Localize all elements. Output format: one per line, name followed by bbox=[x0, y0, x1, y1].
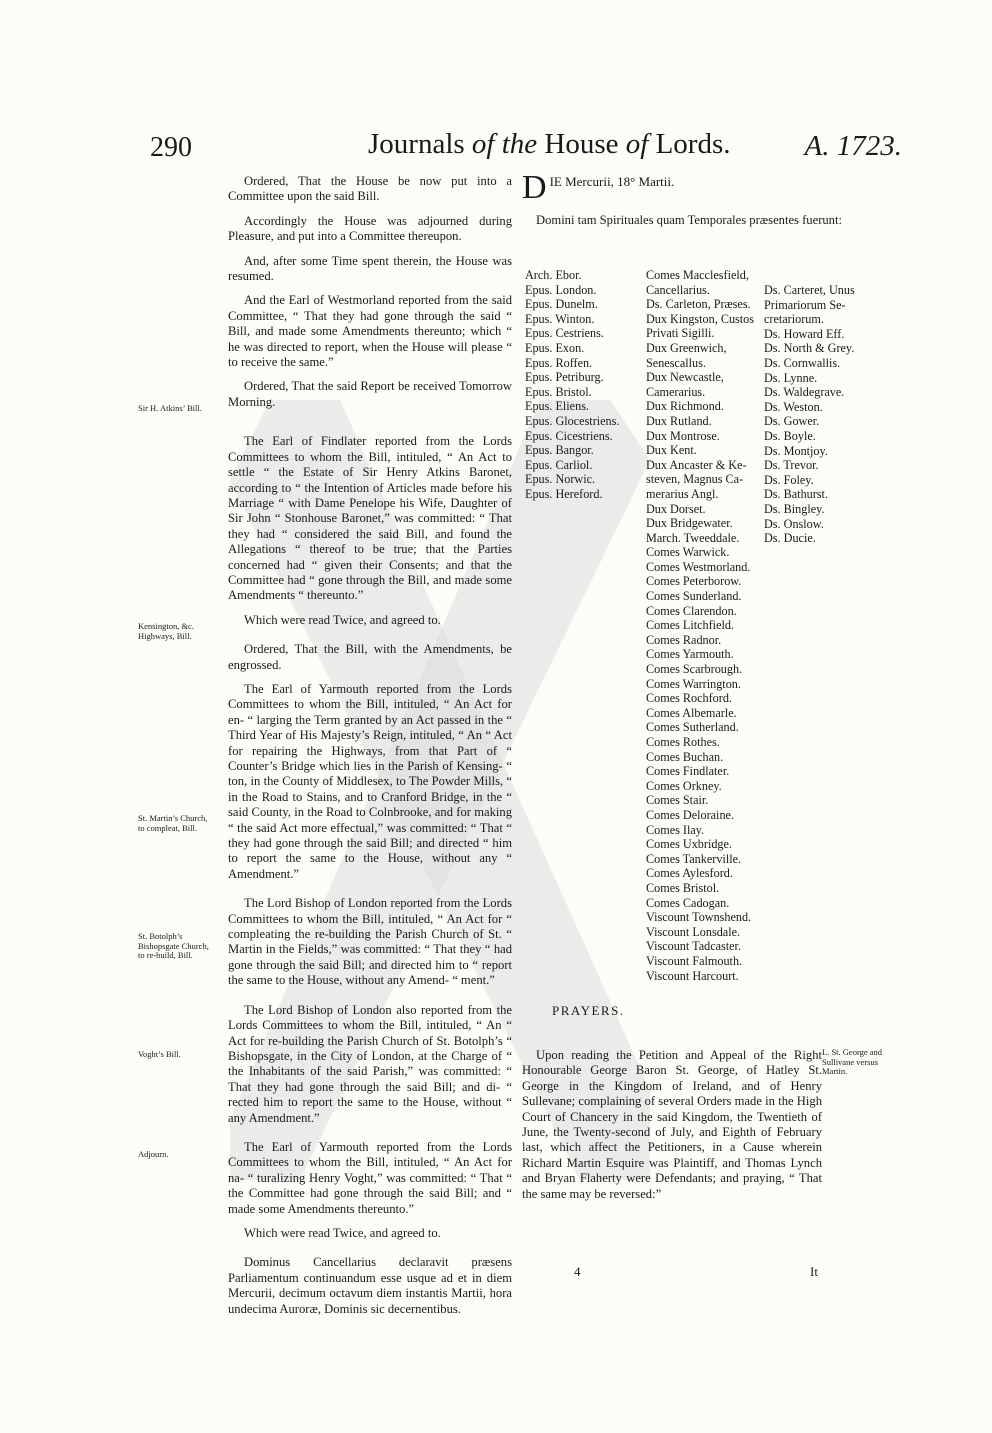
name-entry: Epus. Glocestriens. bbox=[525, 413, 620, 428]
name-entry: steven, Magnus Ca- bbox=[646, 472, 744, 487]
name-entry: Ds. Foley. bbox=[764, 472, 814, 487]
name-entry: Comes Warwick. bbox=[646, 545, 730, 560]
name-entry: Comes Sunderland. bbox=[646, 589, 742, 604]
name-entry: Comes Aylesford. bbox=[646, 866, 733, 881]
name-entry: Ds. Carleton, Præses. bbox=[646, 297, 751, 312]
title-word: Journals bbox=[368, 128, 465, 160]
title-word: House bbox=[544, 128, 619, 160]
paragraph: Accordingly the House was adjourned during Pleasure, and put into a Committee thereupon. bbox=[228, 213, 512, 244]
name-entry: Ds. Carteret, Unus bbox=[764, 283, 855, 297]
paragraph: And, after some Time spent therein, the House was resumed. bbox=[228, 253, 512, 284]
name-entry: Ds. North & Grey. bbox=[764, 341, 855, 356]
name-entry: Dux Kent. bbox=[646, 443, 697, 458]
sitting-date bbox=[522, 169, 902, 206]
name-entry: Ds. Montjoy. bbox=[764, 443, 828, 458]
name-entry: Viscount Townshend. bbox=[646, 910, 752, 925]
name-entry: Comes Stair. bbox=[646, 793, 709, 808]
name-entry: Ds. Weston. bbox=[764, 399, 823, 414]
name-entry: cretariorum. bbox=[764, 312, 824, 327]
right-column bbox=[522, 169, 902, 229]
name-entry: Dux Montrose. bbox=[646, 428, 720, 443]
name-entry: Comes Sutherland. bbox=[646, 720, 739, 735]
name-entry: Ds. Howard Eff. bbox=[764, 326, 845, 341]
name-entry: Comes Westmorland. bbox=[646, 559, 751, 574]
title-word: the bbox=[501, 128, 538, 160]
name-entry: Dux Rutland. bbox=[646, 413, 712, 428]
name-entry: Ds. Cornwallis. bbox=[764, 355, 841, 370]
name-entry: Dux Kingston, Custos bbox=[646, 311, 755, 326]
name-entry: Ds. Bathurst. bbox=[764, 487, 828, 502]
name-entry: Comes Clarendon. bbox=[646, 603, 737, 618]
name-entry: Dux Newcastle, bbox=[646, 370, 724, 385]
name-entry: Epus. Winton. bbox=[525, 311, 595, 326]
name-entry: Comes Tankerville. bbox=[646, 851, 742, 866]
name-entry: Comes Peterborow. bbox=[646, 574, 742, 589]
paragraph: And the Earl of Westmorland reported from the said Committee, “ That they had gone through the said “ Bill, and made some Amendments thereunto; which “ he was directed to report, when the House will please “ to receive the same.” bbox=[228, 293, 512, 370]
name-entry: Comes Rothes. bbox=[646, 735, 720, 749]
name-entry: Ds. Onslow. bbox=[764, 516, 824, 531]
name-entry: Comes Ilay. bbox=[646, 822, 705, 837]
name-entry: Ds. Boyle. bbox=[764, 428, 816, 443]
name-entry: Epus. Cestriens. bbox=[525, 326, 604, 341]
name-entry: Epus. Roffen. bbox=[525, 355, 593, 370]
name-entry: Camerarius. bbox=[646, 384, 706, 399]
attendance-heading: Domini tam Spirituales quam Temporales præsentes fuerunt: bbox=[536, 213, 842, 228]
name-entry: Epus. Hereford. bbox=[525, 486, 603, 501]
margin-note: Voght’s Bill. bbox=[138, 1049, 181, 1059]
year-label: A. 1723. bbox=[804, 130, 902, 162]
peers-list bbox=[646, 268, 754, 983]
paragraph: Ordered, That the Bill, with the Amendments, be engrossed. bbox=[228, 642, 512, 672]
name-entry: Epus. London. bbox=[525, 282, 597, 297]
margin-note: Adjourn. bbox=[138, 1149, 169, 1159]
name-entry: merarius Angl. bbox=[646, 486, 719, 501]
name-entry: Comes Macclesfield, bbox=[646, 268, 749, 282]
page-number: 290 bbox=[150, 132, 192, 163]
name-entry: Viscount Falmouth. bbox=[646, 953, 743, 968]
name-entry: Privati Sigilli. bbox=[646, 326, 715, 341]
paragraph: Which were read Twice, and agreed to. bbox=[244, 612, 441, 627]
paragraph: The Lord Bishop of London also reported from the Lords Committees to whom the Bill, intituled, “ An “ Act for re-building the Parish Church of St. Botolph’s “ Bishopsgate, in the City of London, at the Charge of “ the Inhabitants of the said Parish,” was committed: “ That they had gone through the said Bill; and di- “ rected him to report the same to the House, without “ any Amendment.” bbox=[228, 1002, 512, 1125]
name-entry: Comes Buchan. bbox=[646, 749, 724, 764]
margin-note: St. Botolph’s Bishopsgate Church, to re-build, Bill. bbox=[138, 931, 209, 961]
barons-list bbox=[764, 283, 855, 546]
running-title bbox=[368, 128, 731, 161]
name-entry: Ds. Gower. bbox=[764, 414, 820, 429]
name-entry: Comes Albemarle. bbox=[646, 705, 737, 720]
name-entry: Comes Findlater. bbox=[646, 764, 730, 779]
name-entry: Dux Dorset. bbox=[646, 501, 706, 516]
paragraph: Ordered, That the said Report be received Tomorrow Morning. bbox=[228, 379, 512, 409]
name-entry: Dux Greenwich, bbox=[646, 340, 727, 355]
name-entry: Ds. Lynne. bbox=[764, 370, 818, 385]
paragraph: The Earl of Findlater reported from the Lords Committees to whom the Bill, intituled, “ An Act to settle “ the Estate of Sir Henry Atkins Baronet, according to “ the Intention of Articles made before his Marriage “ with Dame Penelope his Wife, Daughter of Sir John “ Stonhouse Baronet,” was committed: “ That they had “ considered the said Bill, and found the Allegations “ thereof to be true; that the Parties concerned had “ given their Consents; and that the Committee had “ gone through the Bill, and made some Amendments “ thereunto.” bbox=[228, 434, 512, 603]
paragraph: The Earl of Yarmouth reported from the Lords Committees to whom the Bill, intituled, “ An Act for na- “ turalizing Henry Voght,” was committed: “ That “ the Committee had gone through the said Bill; and “ made some Amendments thereunto.” bbox=[228, 1139, 512, 1216]
name-entry: Comes Bristol. bbox=[646, 880, 720, 895]
name-entry: Viscount Lonsdale. bbox=[646, 924, 741, 939]
name-entry: Dux Bridgewater. bbox=[646, 516, 733, 531]
name-entry: Primariorum Se- bbox=[764, 297, 846, 312]
margin-note: Sir H. Atkins’ Bill. bbox=[138, 403, 202, 413]
paragraph: Ordered, That the House be now put into a Committee upon the said Bill. bbox=[228, 174, 512, 204]
name-entry: Comes Scarbrough. bbox=[646, 662, 743, 677]
title-word: of bbox=[625, 128, 649, 160]
drop-cap: D bbox=[522, 169, 547, 206]
bishops-list bbox=[525, 268, 619, 502]
margin-note: L. St. George and Sullivane versus Martin. bbox=[822, 1047, 883, 1077]
name-entry: Comes Uxbridge. bbox=[646, 837, 732, 852]
name-entry: Comes Cadogan. bbox=[646, 895, 730, 910]
name-entry: Epus. Cicestriens. bbox=[525, 428, 613, 443]
title-word: Lords. bbox=[655, 128, 731, 160]
signature-mark: 4 bbox=[574, 1264, 581, 1279]
name-entry: Epus. Exon. bbox=[525, 340, 585, 355]
name-entry: Viscount Tadcaster. bbox=[646, 939, 741, 954]
paragraph: The Earl of Yarmouth reported from the Lords Committees to whom the Bill, intituled, “ An Act for en- “ larging the Term granted by an Act passed in the “ Third Year of His Majesty’s Reign, intituled, “ An “ Act for repairing the Highways, from that Part of “ Counter’s Bridge which lies in the Parish of Kensing- “ ton, in the County of Middlesex, to The Powder Mills, “ in the Road to Stains, and to Cranford Bridge, in the “ said County, in the Road to Colnbrooke, and for making “ the said Act more effectual,” was committed: “ That “ they had gone through the said Bill; and directed “ him to report the same to the House, without any “ Amendment.” bbox=[228, 681, 512, 881]
left-column bbox=[228, 174, 512, 1326]
name-entry: Ds. Bingley. bbox=[764, 501, 825, 516]
name-entry: Epus. Bristol. bbox=[525, 384, 592, 399]
name-entry: Epus. Petriburg. bbox=[525, 370, 604, 385]
name-entry: Ds. Trevor. bbox=[764, 458, 819, 473]
name-entry: Dux Ancaster & Ke- bbox=[646, 457, 747, 472]
name-entry: March. Tweeddale. bbox=[646, 530, 740, 545]
date-text: IE Mercurii, 18° Martii. bbox=[549, 174, 675, 189]
name-entry: Comes Yarmouth. bbox=[646, 647, 734, 662]
page-header bbox=[150, 128, 902, 168]
prayers-heading: PRAYERS. bbox=[552, 1003, 625, 1018]
margin-note: St. Martin’s Church, to compleat, Bill. bbox=[138, 813, 208, 833]
name-entry: Ds. Waldegrave. bbox=[764, 385, 845, 400]
name-entry: Epus. Eliens. bbox=[525, 399, 589, 414]
name-entry: Arch. Ebor. bbox=[525, 268, 582, 282]
name-entry: Epus. Norwic. bbox=[525, 472, 596, 487]
name-entry: Comes Deloraine. bbox=[646, 807, 734, 822]
name-entry: Comes Rochford. bbox=[646, 691, 732, 706]
name-entry: Viscount Harcourt. bbox=[646, 968, 739, 983]
name-entry: Comes Litchfield. bbox=[646, 618, 735, 633]
title-word: of bbox=[471, 128, 495, 160]
name-entry: Epus. Dunelm. bbox=[525, 297, 598, 312]
name-entry: Epus. Bangor. bbox=[525, 443, 594, 458]
margin-note: Kensington, &c. Highways, Bill. bbox=[138, 621, 194, 641]
name-entry: Epus. Carliol. bbox=[525, 457, 593, 472]
prayer-paragraph: Upon reading the Petition and Appeal of the Right Honourable George Baron St. George, of Hatley St. George in the Kingdom of Ireland, and of Henry Sullevane; complaining of several Orders made in the High Court of Chancery in the said Kingdom, the Twentieth of June, the Twenty-second of July, and Eighth of February last, which affect the Petitioners, in a Cause wherein Richard Martin Esquire was Plaintiff, and Thomas Lynch and Bryan Flaherty were Defendants; and praying, “ That the same may be reversed:” bbox=[522, 1048, 822, 1201]
name-entry: Comes Warrington. bbox=[646, 676, 741, 691]
paragraph: Which were read Twice, and agreed to. bbox=[244, 1225, 441, 1240]
name-entry: Cancellarius. bbox=[646, 282, 710, 297]
name-entry: Comes Orkney. bbox=[646, 778, 722, 793]
name-entry: Senescallus. bbox=[646, 355, 706, 370]
name-entry: Dux Richmond. bbox=[646, 399, 724, 414]
paragraph: The Lord Bishop of London reported from the Lords Committees to whom the Bill, intituled, “ An Act for “ compleating the re-building the Parish Church of St. “ Martin in the Fields,” was committed: “ That they “ had gone through the said Bill; and directed him to “ report the same to the House, without any Amend- “ ment.” bbox=[228, 896, 512, 988]
catchword: It bbox=[810, 1264, 818, 1279]
paragraph: Dominus Cancellarius declaravit præsens Parliamentum continuandum esse usque ad et in diem Mercurii, decimum octavum diem instantis Martii, hora undecima Auroræ, Dominis sic decernentibus. bbox=[228, 1255, 512, 1316]
name-entry: Ds. Ducie. bbox=[764, 531, 816, 546]
name-entry: Comes Radnor. bbox=[646, 632, 722, 647]
